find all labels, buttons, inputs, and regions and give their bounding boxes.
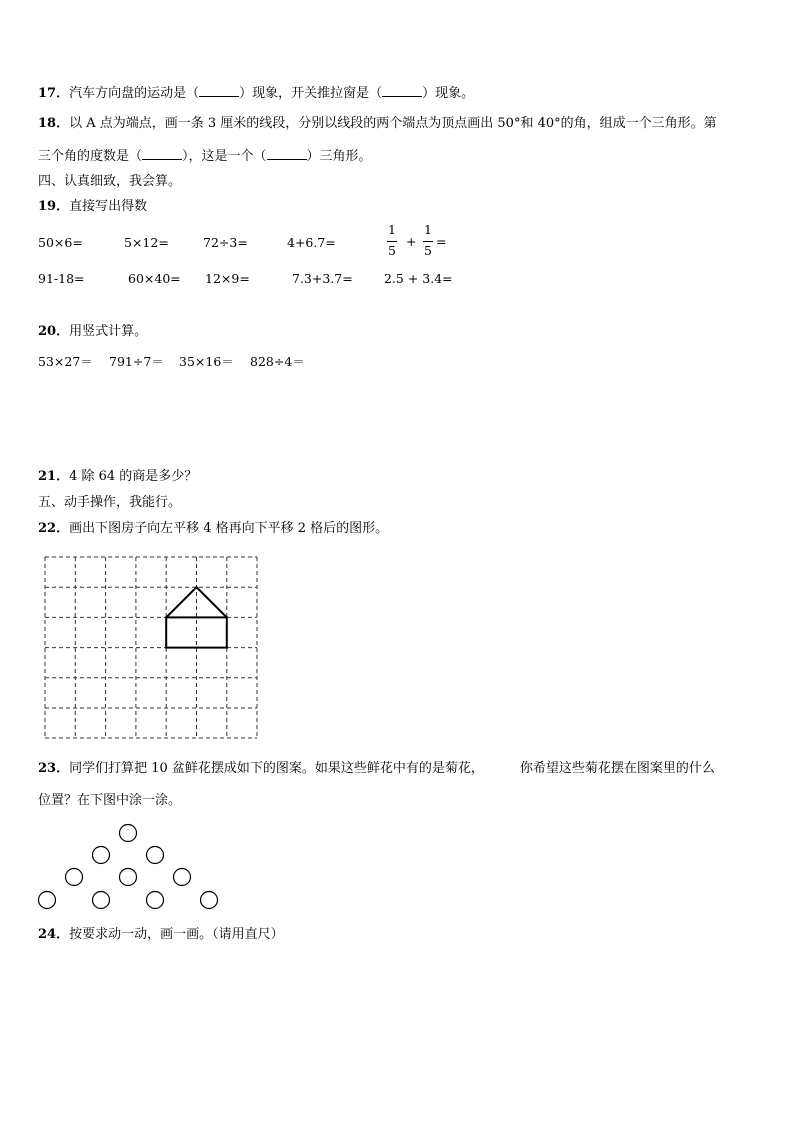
flower-circle [120, 825, 137, 842]
question-text: 按要求动一动，画一画。（请用直尺） [69, 927, 284, 942]
calc-item: 5×12= [124, 235, 169, 250]
calc-item: 91-18= [38, 271, 85, 286]
question-19 [38, 199, 147, 215]
question-text: 画出下图房子向左平移 4 格再向下平移 2 格后的图形。 [69, 521, 389, 536]
fraction-denominator: 5 [388, 243, 396, 258]
question-text: 直接写出得数 [69, 199, 148, 214]
fraction-bar [423, 241, 433, 242]
question-text: 4 除 64 的商是多少？ [69, 469, 198, 484]
question-text: ）现象，开关推拉窗是（ [239, 86, 383, 101]
question-number: 18． [38, 116, 70, 131]
question-number: 17． [38, 86, 70, 101]
fraction-bar [387, 241, 397, 242]
answer-blank[interactable] [267, 147, 307, 160]
flower-circle [147, 847, 164, 864]
question-23-line-1 [38, 761, 715, 777]
calc-item: 828÷4＝ [250, 354, 305, 369]
question-20 [38, 324, 147, 340]
question-text: 你希望这些菊花摆在图案里的什么 [519, 761, 715, 776]
question-text: 汽车方向盘的运动是（ [69, 86, 200, 101]
house-shape [166, 587, 227, 647]
question-text: ），这是一个（ [182, 149, 267, 164]
question-text: 用竖式计算。 [69, 324, 148, 339]
answer-blank[interactable] [199, 84, 239, 97]
flower-circle [120, 869, 137, 886]
calc-item: 50×6= [38, 235, 83, 250]
flower-circle [39, 892, 56, 909]
fraction-numerator: 1 [388, 222, 396, 237]
question-18-line-1 [38, 116, 717, 132]
flower-circle [93, 892, 110, 909]
calc-item: 53×27＝ [38, 354, 93, 369]
question-21 [38, 469, 197, 485]
section-4-heading: 四、认真细致，我会算。 [38, 174, 182, 189]
question-text: 同学们打算把 10 盆鲜花摆成如下的图案。如果这些鲜花中有的是菊花， [69, 761, 484, 776]
question-number: 23． [38, 761, 70, 776]
calc-item: 12×9= [205, 271, 250, 286]
answer-blank[interactable] [382, 84, 422, 97]
flower-circle [174, 869, 191, 886]
equals-sign: = [436, 234, 447, 249]
translation-grid[interactable] [44, 556, 260, 740]
calc-item: 791÷7＝ [109, 354, 164, 369]
question-number: 19． [38, 199, 70, 214]
question-23-line-2: 位置？在下图中涂一涂。 [38, 793, 182, 808]
flower-circle [201, 892, 218, 909]
question-17 [38, 84, 474, 102]
fraction-numerator: 1 [424, 222, 432, 237]
flower-circle [93, 847, 110, 864]
section-5-heading: 五、动手操作，我能行。 [38, 495, 182, 510]
question-number: 22． [38, 521, 70, 536]
question-number: 21． [38, 469, 70, 484]
answer-blank[interactable] [142, 147, 182, 160]
flower-circle [66, 869, 83, 886]
question-number: 24． [38, 927, 70, 942]
question-number: 20． [38, 324, 70, 339]
fraction-denominator: 5 [424, 243, 432, 258]
calc-item: 4+6.7= [287, 235, 336, 250]
calc-item: 60×40= [128, 271, 181, 286]
flower-circle [147, 892, 164, 909]
calc-item: 7.3+3.7= [292, 271, 353, 286]
calc-item: 2.5 + 3.4= [384, 271, 453, 286]
question-text: ）三角形。 [306, 149, 372, 164]
question-24 [38, 927, 284, 943]
question-22 [38, 521, 388, 537]
question-18-line-2 [38, 147, 372, 165]
calc-item: 35×16＝ [179, 354, 234, 369]
question-text: ）现象。 [422, 86, 475, 101]
calc-item: 72÷3= [203, 235, 248, 250]
plus-sign: + [406, 234, 417, 249]
question-text: 以 A 点为端点，画一条 3 厘米的线段，分别以线段的两个端点为顶点画出 50°和 40°的角，组成一个三角形。第 [69, 116, 717, 131]
question-text: 三个角的度数是（ [38, 149, 143, 164]
flower-pattern [34, 820, 234, 920]
